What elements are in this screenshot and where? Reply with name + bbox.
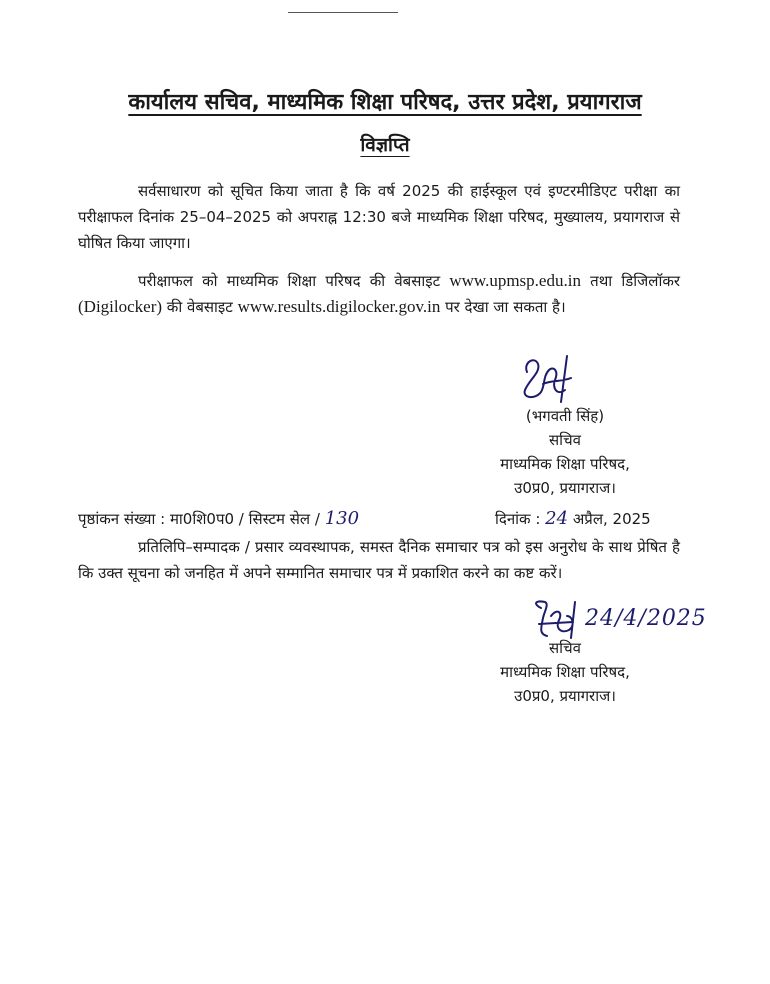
top-rule xyxy=(288,12,398,13)
copy-paragraph: प्रतिलिपि–सम्पादक / प्रसार व्यवस्थापक, समस्त दैनिक समाचार पत्र को इस अनुरोध के साथ प्रेषित है कि उक्त सूचना को जनहित में अपने सम्मानित समाचार पत्र में प्रकाशित करने का कष्ट करें। xyxy=(78,538,680,582)
signatory-org: माध्यमिक शिक्षा परिषद, xyxy=(500,663,630,681)
signatory-designation: सचिव xyxy=(549,431,581,449)
signatory-name: (भगवती सिंह) xyxy=(525,407,605,425)
signatory-place: उ0प्र0, प्रयागराज। xyxy=(514,479,616,497)
signature-1 xyxy=(505,350,595,405)
date-label: दिनांक : xyxy=(495,510,546,528)
signatory-block-2 xyxy=(470,636,660,708)
reference-number: 130 xyxy=(324,508,360,529)
signatory-org: माध्यमिक शिक्षा परिषद, xyxy=(500,455,630,473)
notice-title: विज्ञप्ति xyxy=(360,134,410,156)
date-day: 24 xyxy=(545,508,569,529)
signatory-block-1 xyxy=(470,404,660,500)
announcement-paragraph: सर्वसाधारण को सूचित किया जाता है कि वर्ष 2025 की हाईस्कूल एवं इण्टरमीडिएट परीक्षा का परीक्षाफल दिनांक 25–04–2025 को अपराह्न 12:30 बजे माध्यमिक शिक्षा परिषद, मुख्यालय, प्रयागराज से घोषित किया जाएगा। xyxy=(78,182,680,252)
handwritten-date: 24/4/2025 xyxy=(585,606,707,631)
digilocker-label: (Digilocker) xyxy=(78,297,163,316)
website-paragraph: परीक्षाफल को माध्यमिक शिक्षा परिषद की वेबसाइट www.upmsp.edu.in तथा डिजिलॉकर (Digilocker) की वेबसाइट www.results.digilocker.gov.in पर देखा जा सकता है। xyxy=(78,271,680,316)
reference-label: पृष्ठांकन संख्या : मा0शि0प0 / सिस्टम सेल / xyxy=(78,510,325,528)
office-title: कार्यालय सचिव, माध्यमिक शिक्षा परिषद, उत्तर प्रदेश, प्रयागराज xyxy=(128,90,642,115)
signatory-place: उ0प्र0, प्रयागराज। xyxy=(514,687,616,705)
reference-line xyxy=(78,506,680,532)
signatory-designation: सचिव xyxy=(549,639,581,657)
date-rest: अप्रैल, 2025 xyxy=(568,510,651,528)
website-digilocker: www.results.digilocker.gov.in xyxy=(237,297,441,316)
website-upmsp: www.upmsp.edu.in xyxy=(449,271,581,290)
